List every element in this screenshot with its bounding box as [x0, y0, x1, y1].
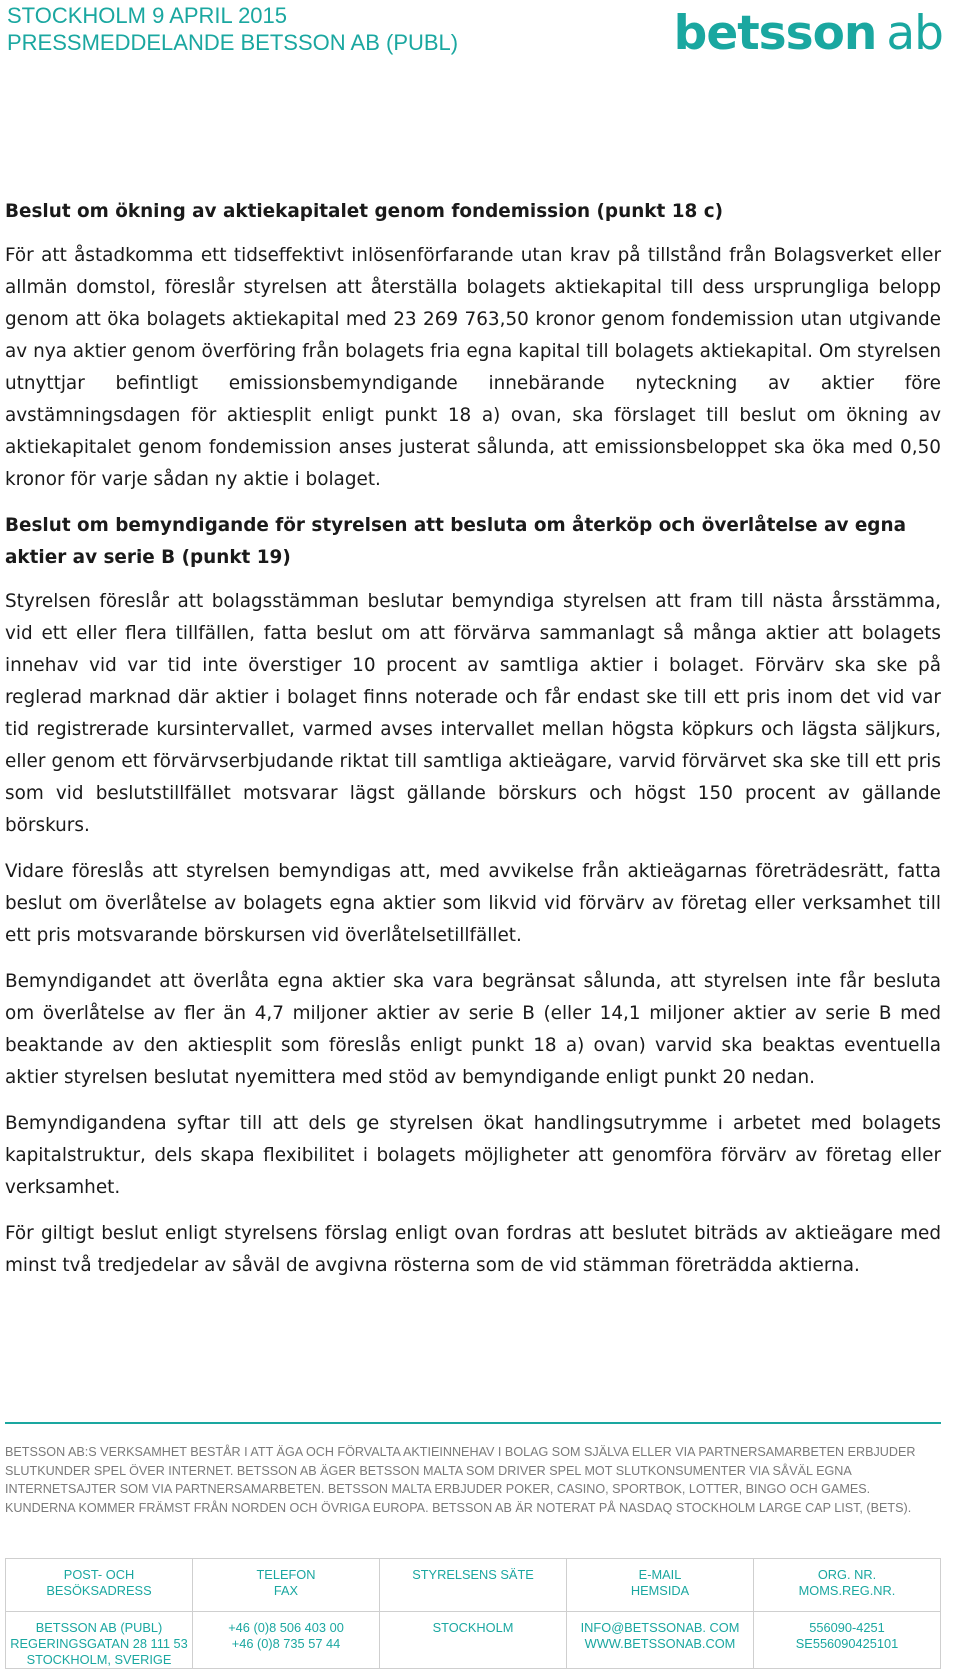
header-vat-line: MOMS.REG.NR.	[798, 1583, 896, 1598]
section-paragraph: För giltigt beslut enligt styrelsens förslag enligt ovan fordras att beslutet biträds av aktieägare med minst två tredjedelar av såväl de avgivna rösterna som de vid stämman företrädda aktierna.	[5, 1223, 941, 1276]
contact-table	[5, 1558, 941, 1669]
header-seat-line: STYRELSENS SÄTE	[412, 1567, 534, 1582]
header-date: STOCKHOLM 9 APRIL 2015	[7, 3, 288, 28]
page-header	[7, 2, 953, 62]
section-paragraph: För att åstadkomma ett tidseffektivt inlösenförfarande utan krav på tillstånd från Bolagsverket eller allmän domstol, föreslår styrelsen att återställa bolagets aktiekapital till dess ursprungliga belopp genom att öka bolagets aktiekapital med 23 269 763,50 kronor genom fondemission utan utgivande av nya aktier genom överföring från bolagets fria egna kapital till bolagets aktiekapital. Om styrelsen utnyttjar befintligt emissionsbemyndigande innebärande nyteckning av aktier före avstämningsdagen för aktiesplit enligt punkt 18 a) ovan, ska förslaget till beslut om ökning av aktiekapitalet genom fondemission anses justerat sålunda, att emissionsbeloppet ska öka med 0,50 kronor för varje sådan ny aktie i bolaget.	[5, 245, 941, 490]
header-orgnr-line: ORG. NR.	[817, 1567, 877, 1582]
phone-number: +46 (0)8 506 403 00	[228, 1620, 344, 1635]
seat-city: STOCKHOLM	[432, 1620, 514, 1635]
contact-value-row	[6, 1612, 941, 1669]
header-email	[567, 1559, 754, 1612]
header-address-line: BESÖKSADRESS	[46, 1583, 152, 1598]
fax-number: +46 (0)8 735 57 44	[231, 1636, 341, 1651]
vat-number: SE556090425101	[795, 1636, 899, 1651]
website-link[interactable]: WWW.BETSSONAB.COM	[584, 1636, 736, 1651]
value-email	[567, 1612, 754, 1669]
header-address	[6, 1559, 193, 1612]
value-address	[6, 1612, 193, 1669]
value-orgnr	[754, 1612, 941, 1669]
section-paragraph: Styrelsen föreslår att bolagsstämman beslutar bemyndiga styrelsen att fram till nästa årsstämma, vid ett eller flera tillfällen, fatta beslut om att förvärva sammanlagt så många aktier att bolagets innehav vid var tid inte överstiger 10 procent av samtliga aktier i bolaget. Förvärv ska ske på reglerad marknad där aktier i bolaget finns noterade och får endast ske till ett pris inom det vid var tid registrerade kursintervallet, varmed avses intervallet mellan högsta köpkurs och lägsta säljkurs, eller genom ett förvärvserbjudande riktat till samtliga aktieägare, varvid förvärvet ska ske till ett pris som vid beslutstillfället motsvarar lägst gällande börskurs och högst 150 procent av gällande börskurs.	[5, 591, 941, 836]
header-address-line: POST- OCH	[63, 1567, 135, 1582]
contact-header-row	[6, 1559, 941, 1612]
header-phone	[193, 1559, 380, 1612]
header-dateline	[7, 2, 458, 56]
logo-wordmark: betsson	[673, 6, 877, 61]
document-body	[5, 196, 941, 1296]
address-company: BETSSON AB (PUBL)	[35, 1620, 163, 1635]
value-seat	[380, 1612, 567, 1669]
section-heading: Beslut om ökning av aktiekapitalet genom fondemission (punkt 18 c)	[5, 201, 724, 222]
betsson-logo	[674, 6, 943, 61]
logo-suffix: ab	[886, 6, 943, 61]
company-description: BETSSON AB:S VERKSAMHET BESTÅR I ATT ÄGA OCH FÖRVALTA AKTIEINNEHAV I BOLAG SOM SJÄLVA ELLER VIA PARTNERSAMARBETEN ERBJUDER SLUTKUNDER SPEL ÖVER INTERNET. BETSSON AB ÄGER BETSSON MALTA SOM DRIVER SPEL MOT SLUTKONSUMENTER VIA SÅVÄL EGNA INTERNETSAJTER SOM VIA PARTNERSAMARBETEN. BETSSON MALTA ERBJUDER POKER, CASINO, SPORTBOK, LOTTER, BINGO OCH GAMES. KUNDERNA KOMMER FRÄMST FRÅN NORDEN OCH ÖVRIGA EUROPA. BETSSON AB ÄR NOTERAT PÅ NASDAQ STOCKHOLM LARGE CAP LIST, (BETS).	[5, 1445, 916, 1515]
header-press-release: PRESSMEDDELANDE BETSSON AB (PUBL)	[7, 30, 459, 55]
header-email-line: E-MAIL	[638, 1567, 682, 1582]
address-city: STOCKHOLM, SVERIGE	[26, 1652, 172, 1667]
header-website-line: HEMSIDA	[630, 1583, 690, 1598]
header-fax-line: FAX	[273, 1583, 299, 1598]
header-orgnr	[754, 1559, 941, 1612]
section-heading: Beslut om bemyndigande för styrelsen att besluta om återköp och överlåtelse av egna aktier av serie B (punkt 19)	[5, 515, 906, 568]
footer-divider	[5, 1422, 941, 1424]
header-seat	[380, 1559, 567, 1612]
org-number: 556090-4251	[809, 1620, 885, 1635]
address-street: REGERINGSGATAN 28 111 53	[10, 1636, 188, 1651]
header-phone-line: TELEFON	[256, 1567, 316, 1582]
section-paragraph: Bemyndigandena syftar till att dels ge styrelsen ökat handlingsutrymme i arbetet med bolagets kapitalstruktur, dels skapa flexibilitet i bolagets möjligheter att genomföra förvärv av företag eller verksamhet.	[5, 1113, 941, 1198]
email-address[interactable]: INFO@BETSSONAB. COM	[580, 1620, 740, 1635]
section-paragraph: Bemyndigandet att överlåta egna aktier ska vara begränsat sålunda, att styrelsen inte får besluta om överlåtelse av fler än 4,7 miljoner aktier av serie B (eller 14,1 miljoner aktier av serie B med beaktande av den aktiesplit som föreslås enligt punkt 18 a) ovan) varvid ska beaktas eventuella aktier styrelsen beslutat nyemittera med stöd av bemyndigande enligt punkt 20 nedan.	[5, 971, 941, 1088]
section-paragraph: Vidare föreslås att styrelsen bemyndigas att, med avvikelse från aktieägarnas företrädesrätt, fatta beslut om överlåtelse av bolagets egna aktier som likvid vid förvärv av företag eller verksamhet till ett pris motsvarande börskursen vid överlåtelsetillfället.	[5, 861, 941, 946]
value-phone	[193, 1612, 380, 1669]
